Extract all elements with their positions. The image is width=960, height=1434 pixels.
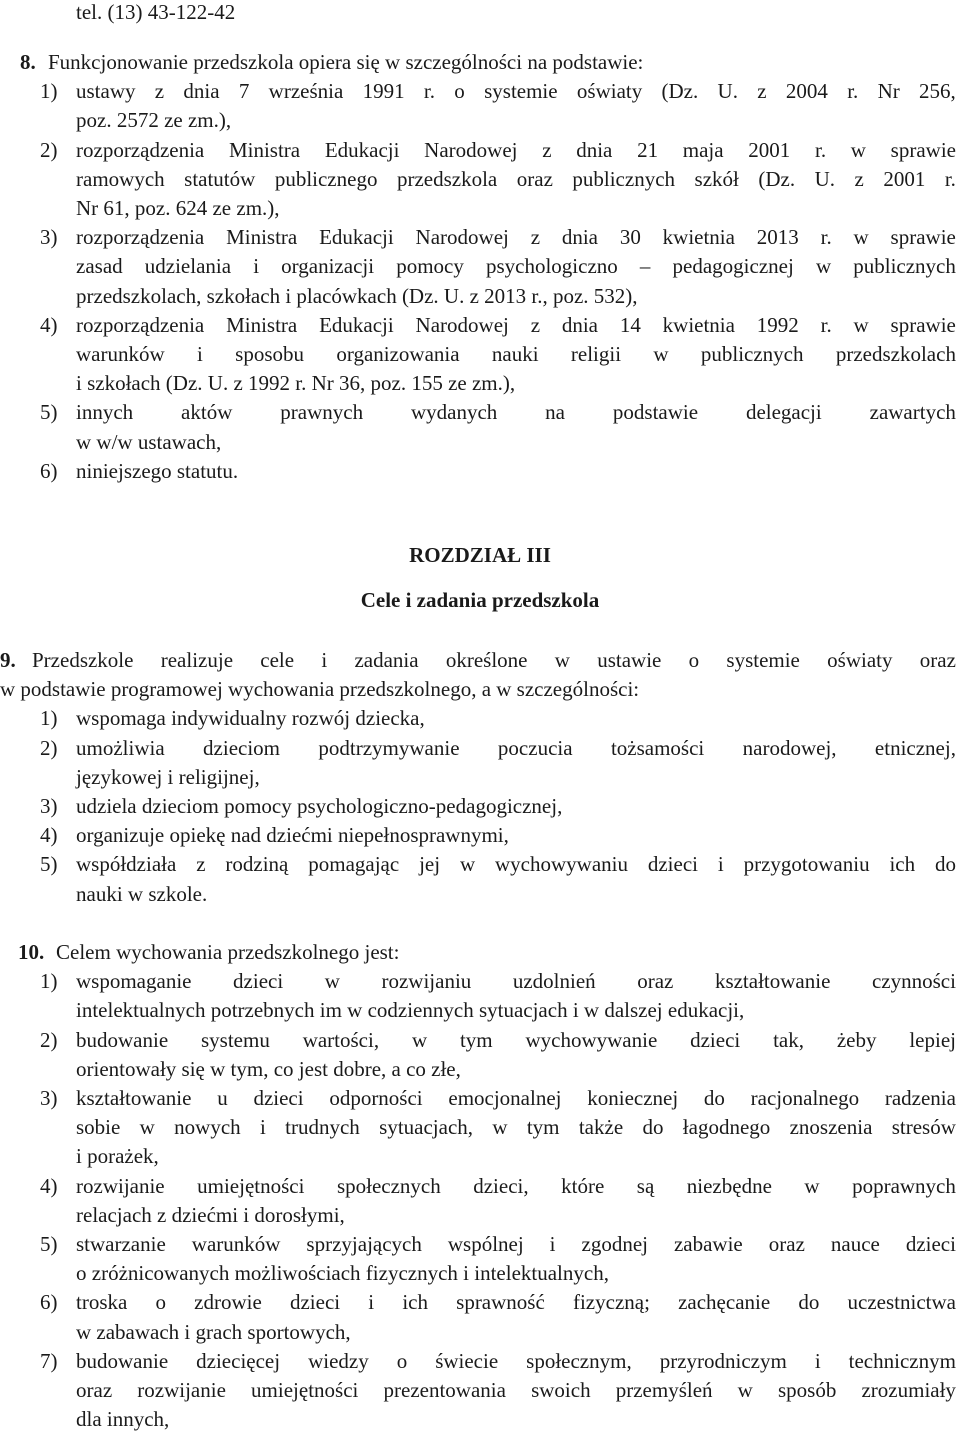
section-9-item-line: językowej i religijnej, bbox=[76, 764, 260, 789]
section-10-item-line: dla innych, bbox=[76, 1407, 170, 1432]
section-10-number: 10. bbox=[18, 940, 45, 964]
section-10-item-line: sobie w nowych i trudnych sytuacjach, w tym także do łagodnego znoszenia stresów bbox=[76, 1115, 956, 1140]
section-8-item-line: ramowych statutów publicznego przedszkola oraz publicznych szkół (Dz. U. z 2001 r. bbox=[76, 166, 956, 191]
section-10-item-number: 6) bbox=[40, 1290, 58, 1315]
section-8-item-line: ustawy z dnia 7 września 1991 r. o systemie oświaty (Dz. U. z 2004 r. Nr 256, bbox=[76, 79, 956, 104]
section-10-item-line: orientowały się w tym, co jest dobre, a co złe, bbox=[76, 1056, 461, 1081]
section-10-item-line: stwarzanie warunków sprzyjających wspólnej i zgodnej zabawie oraz nauce dzieci bbox=[76, 1232, 956, 1256]
section-9-item-number: 5) bbox=[40, 852, 58, 877]
section-10-item-line: wspomaganie dzieci w rozwijaniu uzdolnień oraz kształtowanie czynności bbox=[76, 969, 956, 994]
chapter-subtitle: Cele i zadania przedszkola bbox=[360, 588, 600, 612]
section-8-item-number: 5) bbox=[40, 400, 58, 425]
section-8-item-line: zasad udzielania i organizacji pomocy psychologiczno – pedagogicznej w publicznych bbox=[76, 254, 956, 279]
section-10-item-line: i porażek, bbox=[76, 1144, 159, 1169]
section-8-item-line: niniejszego statutu. bbox=[76, 458, 239, 483]
section-10-item-number: 7) bbox=[40, 1348, 58, 1373]
section-9-item-number: 4) bbox=[40, 823, 58, 848]
section-9-number: 9. bbox=[0, 648, 16, 672]
section-10-item-line: relacjach z dziećmi i dorosłymi, bbox=[76, 1202, 345, 1227]
section-8-item-line: innych aktów prawnych wydanych na podstawie delegacji zawartych bbox=[76, 400, 956, 425]
section-9-item-number: 2) bbox=[40, 735, 58, 760]
section-8-number: 8. bbox=[20, 50, 36, 74]
section-10-item-line: kształtowanie u dzieci odporności emocjonalnej koniecznej do racjonalnego radzenia bbox=[76, 1086, 956, 1110]
section-9-item-number: 1) bbox=[40, 706, 58, 731]
section-8-item-line: rozporządzenia Ministra Edukacji Narodowej z dnia 30 kwietnia 2013 r. w sprawie bbox=[76, 225, 956, 250]
section-9-item-line: umożliwia dzieciom podtrzymywanie poczucia tożsamości narodowej, etnicznej, bbox=[76, 735, 956, 760]
header-phone: tel. (13) 43-122-42 bbox=[76, 0, 236, 24]
section-10-lead: Celem wychowania przedszkolnego jest: bbox=[56, 940, 400, 964]
section-10-item-line: intelektualnych potrzebnych im w codziennych sytuacjach i w dalszej edukacji, bbox=[76, 998, 745, 1023]
section-10-item-line: budowanie dziecięcej wiedzy o świecie społecznym, przyrodniczym i technicznym bbox=[76, 1348, 956, 1373]
section-10-item-number: 2) bbox=[40, 1027, 58, 1052]
section-8-item-line: Nr 61, poz. 624 ze zm.), bbox=[76, 196, 280, 220]
section-9-item-line: organizuje opiekę nad dziećmi niepełnosprawnymi, bbox=[76, 823, 509, 848]
section-10-item-number: 4) bbox=[40, 1173, 58, 1198]
section-9-item-number: 3) bbox=[40, 794, 58, 818]
section-10-item-number: 3) bbox=[40, 1086, 58, 1110]
section-10-item-number: 5) bbox=[40, 1232, 58, 1256]
section-9-item-line: wspomaga indywidualny rozwój dziecka, bbox=[76, 706, 425, 731]
section-10-item-line: rozwijanie umiejętności społecznych dzieci, które są niezbędne w poprawnych bbox=[76, 1173, 956, 1198]
chapter-title: ROZDZIAŁ III bbox=[409, 543, 551, 567]
section-10-item-line: o zróżnicowanych możliwościach fizycznych i intelektualnych, bbox=[76, 1261, 609, 1286]
section-8-item-number: 3) bbox=[40, 225, 58, 250]
section-8-item-number: 1) bbox=[40, 79, 58, 104]
section-8-item-number: 6) bbox=[40, 458, 58, 483]
section-10-item-line: oraz rozwijanie umiejętności prezentowania swoich przemyśleń w sposób zrozumiały bbox=[76, 1378, 956, 1402]
section-9-item-line: współdziała z rodziną pomagając jej w wychowywaniu dzieci i przygotowaniu ich do bbox=[76, 852, 956, 877]
section-9-item-line: nauki w szkole. bbox=[76, 881, 208, 906]
section-9-item-line: udziela dzieciom pomocy psychologiczno-pedagogicznej, bbox=[76, 794, 563, 818]
section-8-item-line: rozporządzenia Ministra Edukacji Narodowej z dnia 14 kwietnia 1992 r. w sprawie bbox=[76, 312, 956, 337]
section-8-item-line: i szkołach (Dz. U. z 1992 r. Nr 36, poz. 155 ze zm.), bbox=[76, 371, 516, 396]
section-8-item-line: przedszkolach, szkołach i placówkach (Dz. U. z 2013 r., poz. 532), bbox=[76, 283, 638, 308]
section-8-item-line: rozporządzenia Ministra Edukacji Narodowej z dnia 21 maja 2001 r. w sprawie bbox=[76, 137, 956, 162]
section-10-item-line: budowanie systemu wartości, w tym wychowywanie dzieci tak, żeby lepiej bbox=[76, 1027, 956, 1052]
section-8-item-line: warunków i sposobu organizowania nauki religii w publicznych przedszkolach bbox=[76, 342, 956, 366]
section-8-item-line: w w/w ustawach, bbox=[76, 429, 222, 454]
section-8-lead: Funkcjonowanie przedszkola opiera się w szczególności na podstawie: bbox=[48, 50, 644, 74]
section-8-item-number: 4) bbox=[40, 312, 58, 337]
section-10-item-line: troska o zdrowie dzieci i ich sprawność fizyczną; zachęcanie do uczestnictwa bbox=[76, 1290, 956, 1315]
section-8-item-number: 2) bbox=[40, 137, 58, 162]
section-9-lead-line: Przedszkole realizuje cele i zadania określone w ustawie o systemie oświaty oraz bbox=[32, 648, 956, 672]
section-10-item-number: 1) bbox=[40, 969, 58, 994]
section-10-item-line: w zabawach i grach sportowych, bbox=[76, 1319, 351, 1344]
section-9-lead-line: w podstawie programowej wychowania przedszkolnego, a w szczególności: bbox=[0, 677, 640, 702]
section-8-item-line: poz. 2572 ze zm.), bbox=[76, 108, 232, 133]
